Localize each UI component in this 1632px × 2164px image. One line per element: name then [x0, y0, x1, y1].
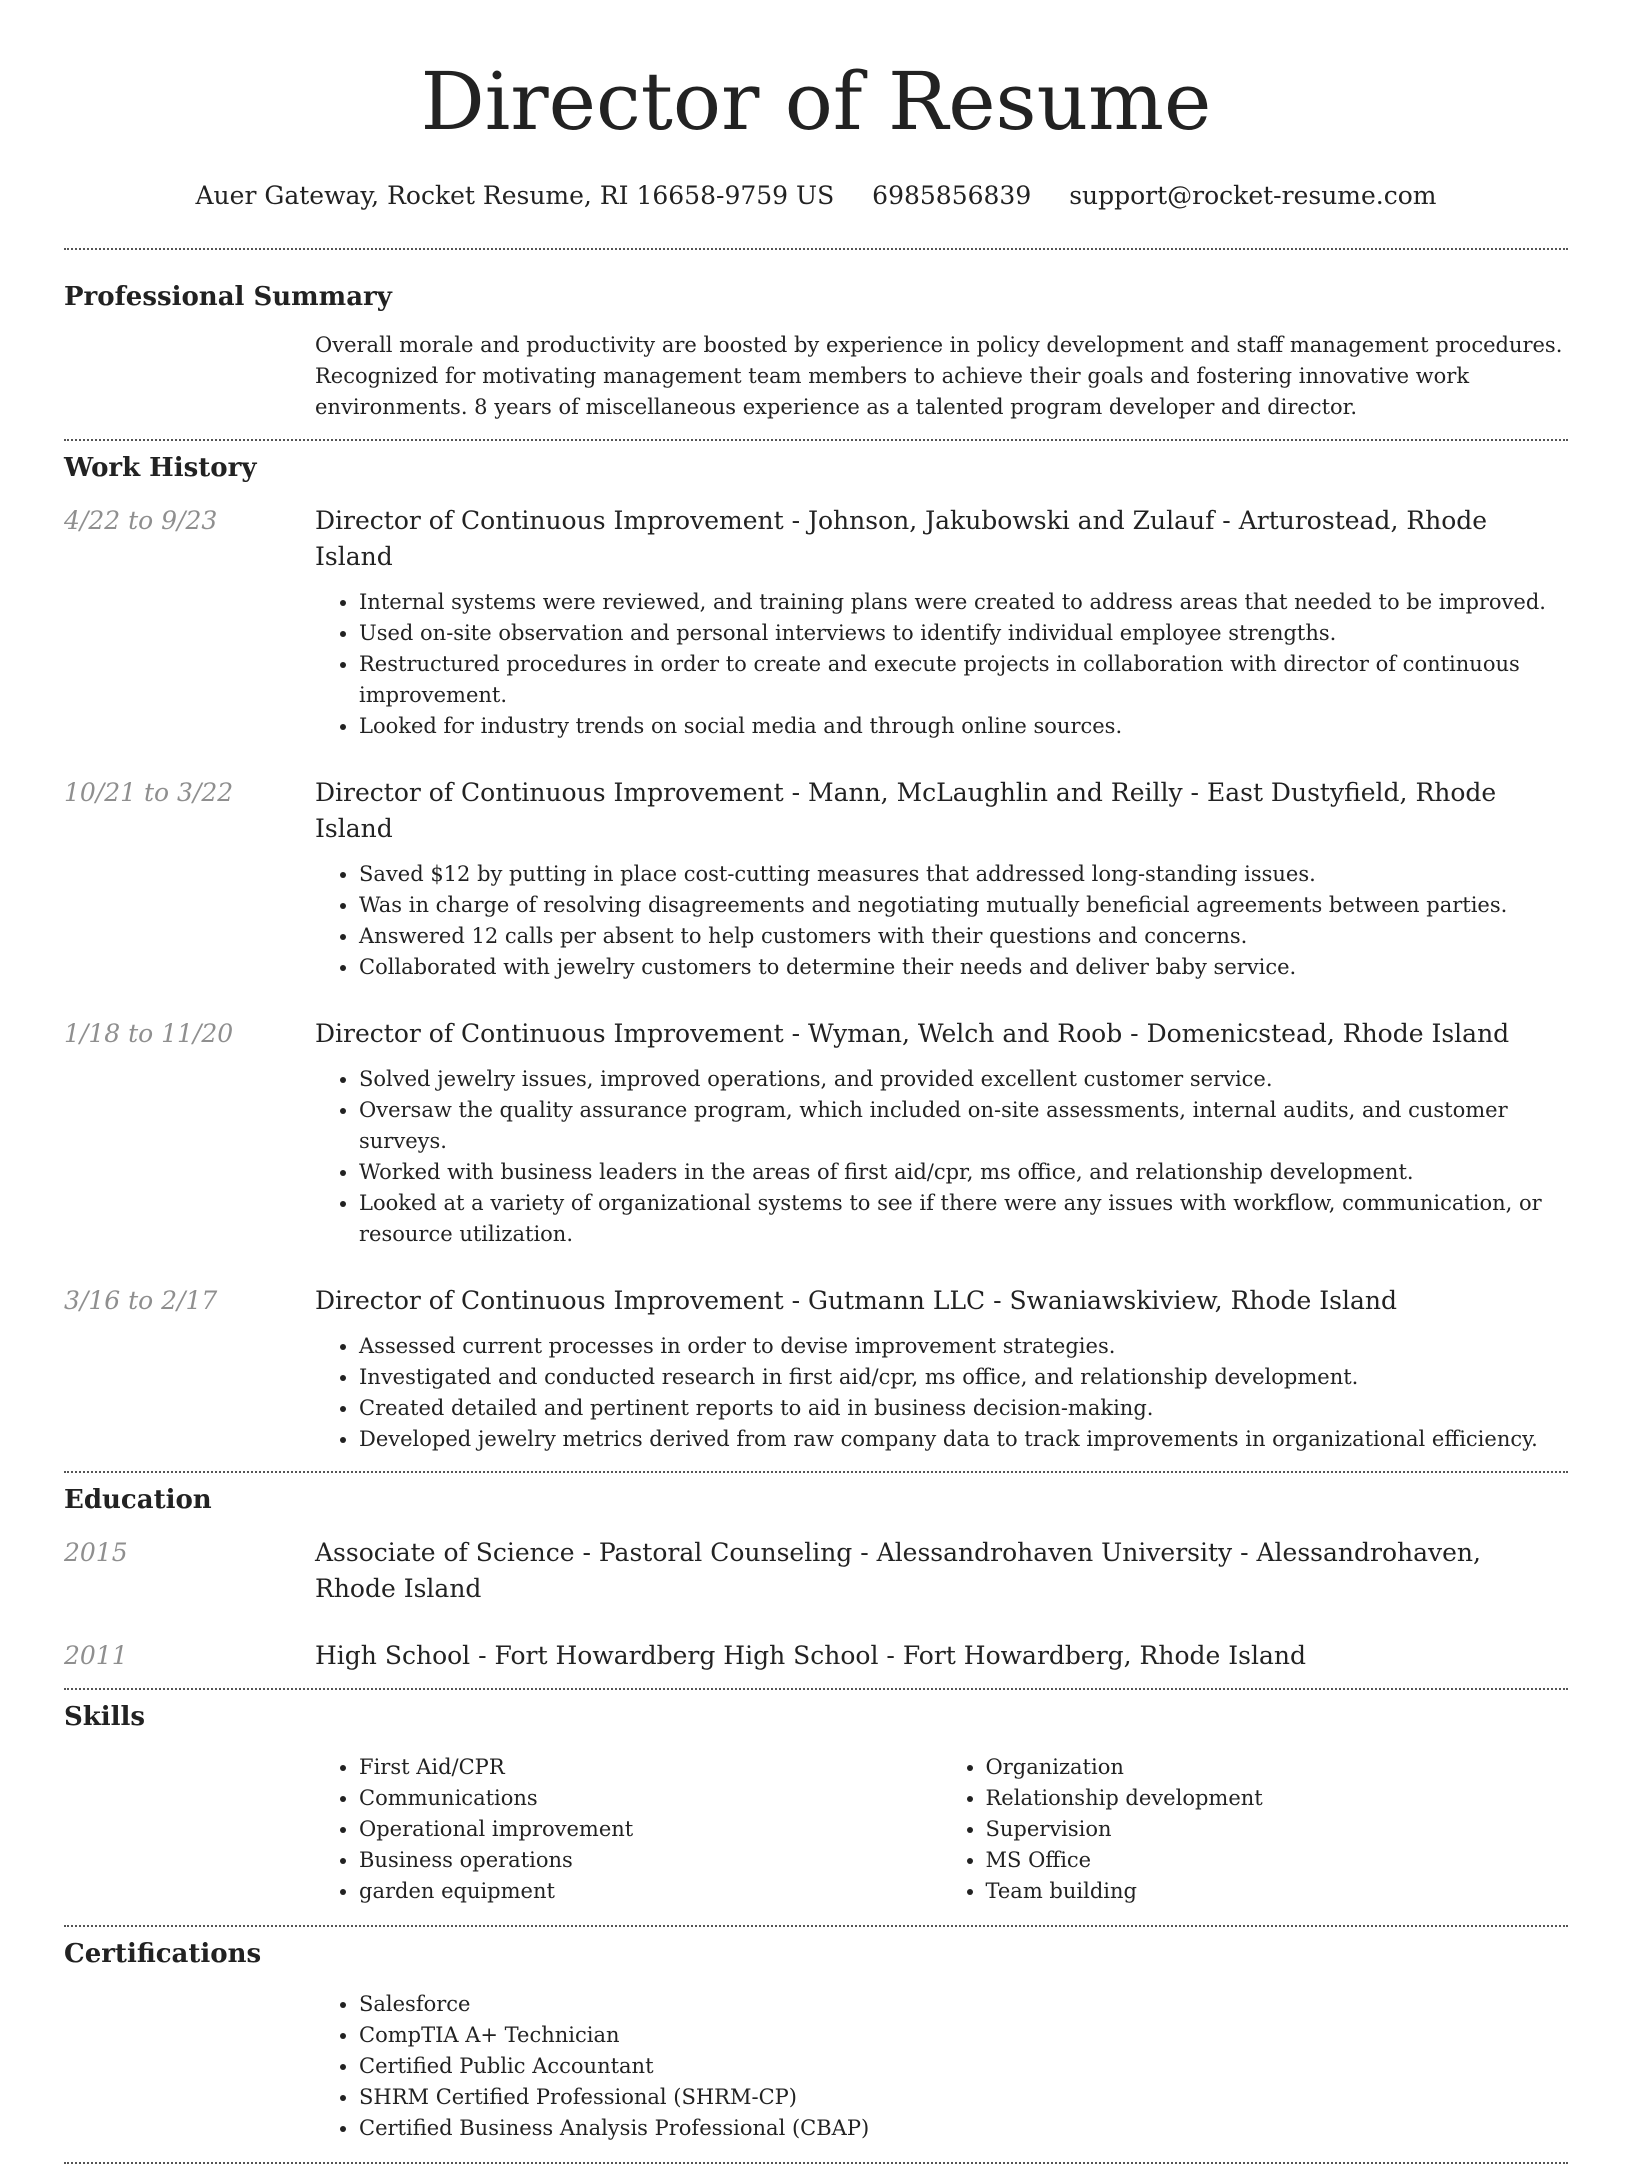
resume-name: Director of Resume [420, 55, 1212, 148]
work-history-title: Work History [64, 453, 257, 483]
job-heading: Director of Continuous Improvement - Mann, McLaughlin and Reilly - East Dustyfield, Rhode Island [315, 778, 1497, 843]
summary-title: Professional Summary [64, 282, 392, 312]
summary-section [64, 280, 1568, 423]
job-body [315, 503, 1568, 742]
contact-email: support@rocket-resume.com [1069, 181, 1437, 210]
divider [64, 1471, 1568, 1473]
divider [64, 248, 1568, 250]
certifications-list [315, 1989, 1568, 2144]
education-heading: Associate of Science - Pastoral Counseling - Alessandrohaven University - Alessandrohaven, Rhode Island [315, 1538, 1481, 1603]
skill-item: • MS Office [986, 1845, 1569, 1876]
skills-columns [315, 1752, 1568, 1907]
skill-item: • Operational improvement [359, 1814, 942, 1845]
education-year: 2015 [64, 1538, 128, 1567]
contact-line [64, 180, 1568, 212]
job-bullet: • Saved $12 by putting in place cost-cutting measures that addressed long-standing issues. [359, 859, 1568, 890]
job-heading: Director of Continuous Improvement - Johnson, Jakubowski and Zulauf - Arturostead, Rhode Island [315, 506, 1488, 571]
education-title: Education [64, 1485, 212, 1515]
skill-item: • First Aid/CPR [359, 1752, 942, 1783]
certification-item: • SHRM Certified Professional (SHRM-CP) [359, 2082, 1568, 2113]
job-dates: 3/16 to 2/17 [64, 1286, 218, 1315]
job-entry [64, 775, 1568, 983]
job-bullets [315, 587, 1568, 742]
job-bullets [315, 1331, 1568, 1455]
resume-page [64, 0, 1568, 2164]
summary-text: Overall morale and productivity are boosted by experience in policy development and staff management procedures. Recognized for motivating management team members to achieve their goals and fostering innovative work environments. 8 years of miscellaneous experience as a talented program developer and director. [315, 333, 1563, 419]
skill-item: • Organization [986, 1752, 1569, 1783]
education-entry [64, 1535, 1568, 1607]
job-bullets [315, 859, 1568, 983]
divider [64, 1925, 1568, 1927]
divider [64, 1688, 1568, 1690]
skills-list-right [942, 1752, 1569, 1907]
job-entry [64, 503, 1568, 742]
divider [64, 439, 1568, 441]
education-body [315, 1638, 1568, 1674]
job-body [315, 1016, 1568, 1250]
certifications-section [64, 1937, 1568, 2144]
job-bullet: • Investigated and conducted research in first aid/cpr, ms office, and relationship development. [359, 1362, 1568, 1393]
job-bullet: • Was in charge of resolving disagreements and negotiating mutually beneficial agreements between parties. [359, 890, 1568, 921]
skill-item: • Business operations [359, 1845, 942, 1876]
job-bullet: • Worked with business leaders in the areas of first aid/cpr, ms office, and relationship development. [359, 1157, 1568, 1188]
job-bullet: • Answered 12 calls per absent to help customers with their questions and concerns. [359, 921, 1568, 952]
education-body [315, 1535, 1568, 1607]
job-bullet: • Collaborated with jewelry customers to determine their needs and deliver baby service. [359, 952, 1568, 983]
job-bullets [315, 1064, 1568, 1250]
education-year: 2011 [64, 1641, 128, 1670]
education-heading: High School - Fort Howardberg High School - Fort Howardberg, Rhode Island [315, 1641, 1306, 1670]
job-body [315, 775, 1568, 983]
job-bullet: • Used on-site observation and personal interviews to identify individual employee strengths. [359, 618, 1568, 649]
job-bullet: • Internal systems were reviewed, and training plans were created to address areas that needed to be improved. [359, 587, 1568, 618]
job-bullet: • Looked at a variety of organizational systems to see if there were any issues with workflow, communication, or resource utilization. [359, 1188, 1568, 1250]
contact-phone: 6985856839 [872, 181, 1032, 210]
job-dates: 4/22 to 9/23 [64, 506, 218, 535]
job-bullet: • Assessed current processes in order to devise improvement strategies. [359, 1331, 1568, 1362]
education-section [64, 1483, 1568, 1674]
job-body [315, 1283, 1568, 1455]
job-bullet: • Restructured procedures in order to create and execute projects in collaboration with director of continuous improvement. [359, 649, 1568, 711]
summary-body [315, 330, 1568, 423]
skill-item: • Supervision [986, 1814, 1569, 1845]
job-heading: Director of Continuous Improvement - Wyman, Welch and Roob - Domenicstead, Rhode Island [315, 1019, 1510, 1048]
job-bullet: • Oversaw the quality assurance program, which included on-site assessments, internal audits, and customer surveys. [359, 1095, 1568, 1157]
work-history-section [64, 451, 1568, 1455]
certification-item: • Certified Business Analysis Professional (CBAP) [359, 2113, 1568, 2144]
skill-item: • garden equipment [359, 1876, 942, 1907]
certification-item: • Certified Public Accountant [359, 2051, 1568, 2082]
contact-address: Auer Gateway, Rocket Resume, RI 16658-9759 US [195, 181, 835, 210]
job-dates: 10/21 to 3/22 [64, 778, 234, 807]
skill-item: • Communications [359, 1783, 942, 1814]
skills-title: Skills [64, 1702, 146, 1732]
job-dates: 1/18 to 11/20 [64, 1019, 234, 1048]
skill-item: • Relationship development [986, 1783, 1569, 1814]
job-bullet: • Developed jewelry metrics derived from raw company data to track improvements in organizational efficiency. [359, 1424, 1568, 1455]
certifications-title: Certifications [64, 1939, 262, 1969]
education-entry [64, 1638, 1568, 1674]
certifications-body [315, 1989, 1568, 2144]
certification-item: • CompTIA A+ Technician [359, 2020, 1568, 2051]
skill-item: • Team building [986, 1876, 1569, 1907]
job-bullet: • Created detailed and pertinent reports to aid in business decision-making. [359, 1393, 1568, 1424]
job-heading: Director of Continuous Improvement - Gutmann LLC - Swaniawskiview, Rhode Island [315, 1286, 1398, 1315]
job-entry [64, 1283, 1568, 1455]
certification-item: • Salesforce [359, 1989, 1568, 2020]
skills-list-left [315, 1752, 942, 1907]
skills-section [64, 1700, 1568, 1907]
job-entry [64, 1016, 1568, 1250]
job-bullet: • Looked for industry trends on social media and through online sources. [359, 711, 1568, 742]
job-bullet: • Solved jewelry issues, improved operations, and provided excellent customer service. [359, 1064, 1568, 1095]
